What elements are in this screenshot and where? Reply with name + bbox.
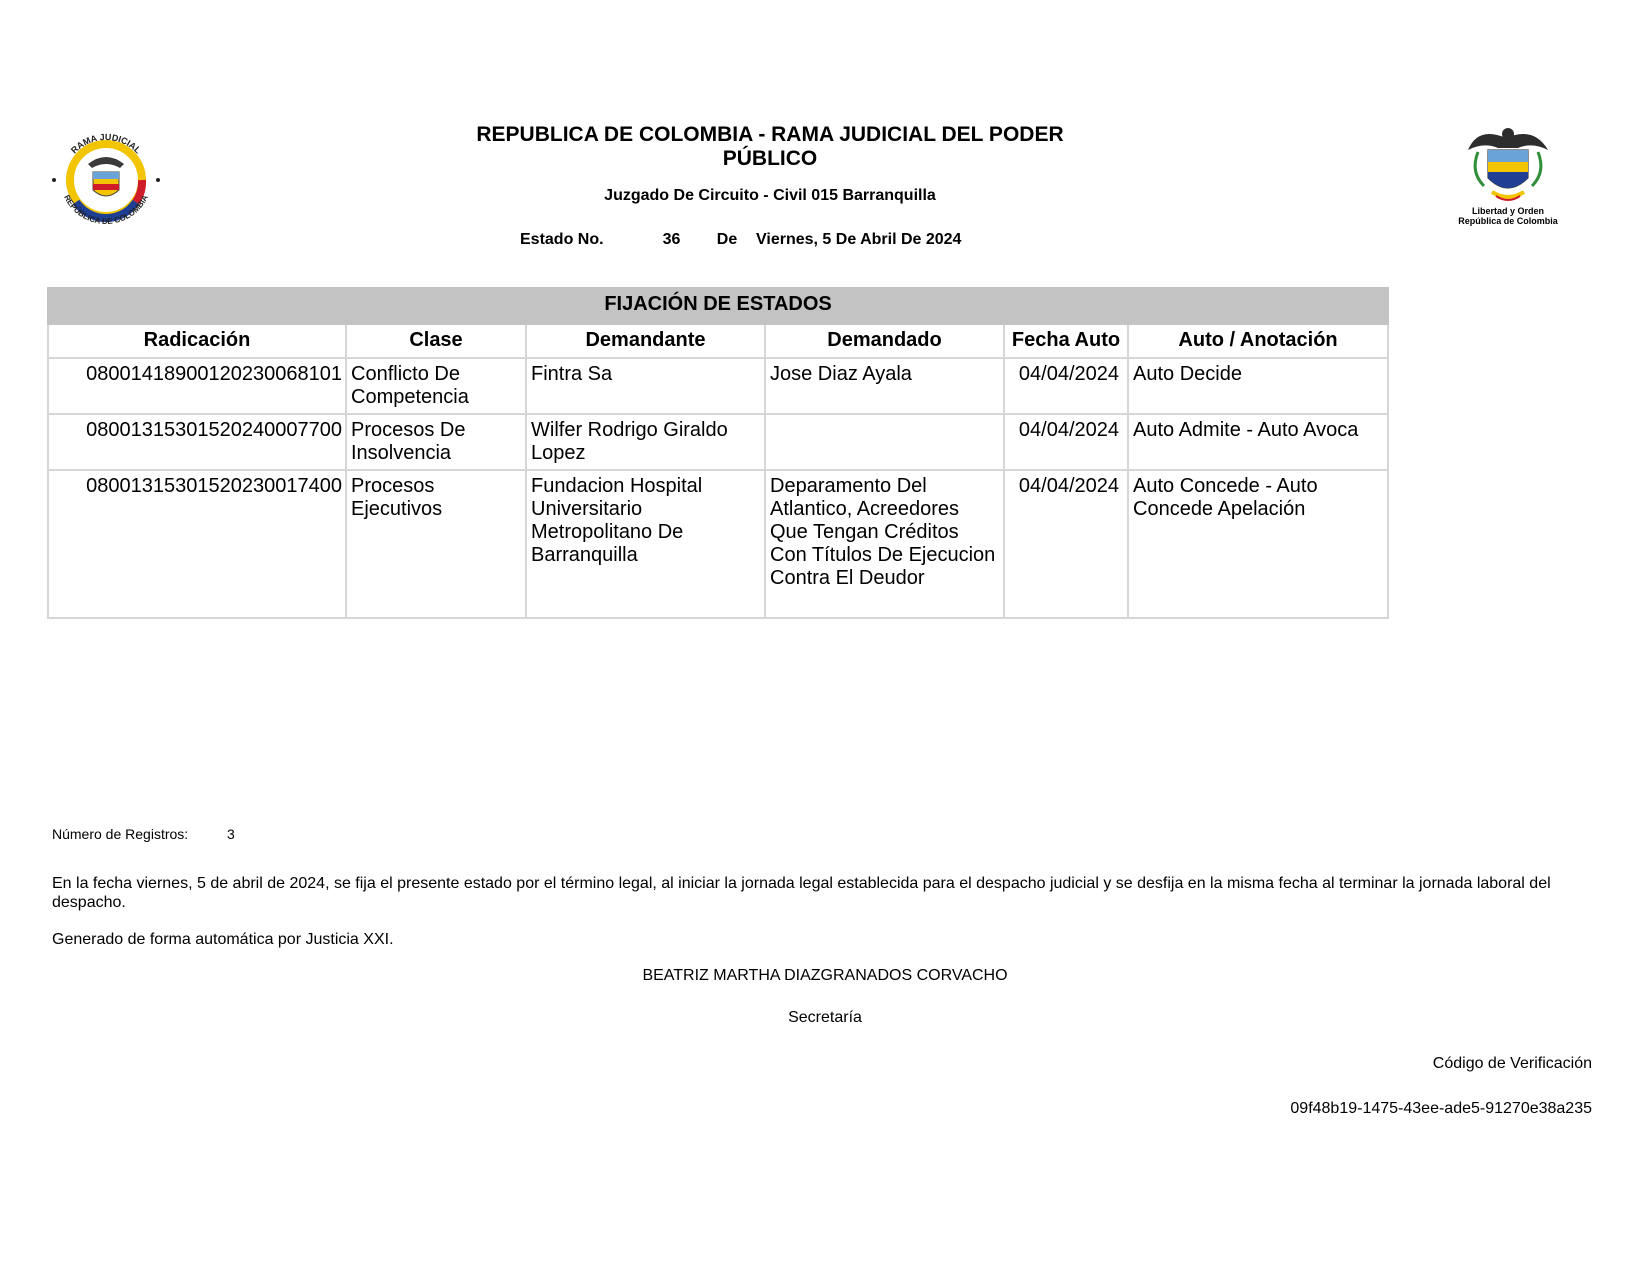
svg-text:RAMA JUDICIAL: RAMA JUDICIAL: [68, 131, 144, 156]
cell-radicacion: 08001315301520230017400: [48, 470, 346, 618]
svg-text:REPÚBLICA DE COLOMBIA: REPÚBLICA DE COLOMBIA: [62, 193, 150, 227]
estado-date: Viernes, 5 De Abril De 2024: [756, 231, 962, 248]
verification-code-value: 09f48b19-1475-43ee-ade5-91270e38a235: [1290, 1100, 1592, 1117]
cell-fecha-auto: 04/04/2024: [1004, 470, 1128, 618]
verification-code-label: Código de Verificación: [1432, 1055, 1592, 1072]
cell-demandado: Deparamento Del Atlantico, Acreedores Que Tengan Créditos Con Títulos De Ejecucion Contra El Deudor: [765, 470, 1004, 618]
title-line-1: REPUBLICA DE COLOMBIA - RAMA JUDICIAL DEL PODER: [476, 123, 1064, 146]
title-line-2: PÚBLICO: [722, 147, 818, 170]
cell-fecha-auto: 04/04/2024: [1004, 414, 1128, 470]
cell-auto-anotacion: Auto Concede - Auto Concede Apelación: [1128, 470, 1388, 618]
cell-fecha-auto: 04/04/2024: [1004, 358, 1128, 414]
generado-text: Generado de forma automática por Justicia XXI.: [52, 931, 394, 948]
cell-demandante: Fundacion Hospital Universitario Metropolitano De Barranquilla: [526, 470, 765, 618]
page-title: [470, 123, 1070, 171]
cell-demandado: Jose Diaz Ayala: [765, 358, 1004, 414]
col-header-demandante: Demandante: [526, 324, 765, 358]
estado-line: [520, 231, 961, 249]
cell-clase: Procesos Ejecutivos: [346, 470, 526, 618]
estados-table: [47, 287, 1389, 619]
court-name: Juzgado De Circuito - Civil 015 Barranquilla: [604, 187, 936, 204]
escudo-colombia-logo: [1448, 116, 1568, 234]
cell-demandado: [765, 414, 1004, 470]
table-row: [48, 358, 1388, 414]
estado-number: 36: [662, 231, 681, 248]
de-label: De: [716, 231, 738, 248]
fijacion-text: En la fecha viernes, 5 de abril de 2024, se fija el presente estado por el término legal, al iniciar la jornada legal establecida para el despacho judicial y se desfija en la misma fecha al terminar la jornada laboral del despacho.: [52, 875, 1551, 911]
table-header-row: [48, 324, 1388, 358]
cell-auto-anotacion: Auto Admite - Auto Avoca: [1128, 414, 1388, 470]
estado-label: Estado No.: [520, 231, 604, 248]
numero-registros-label: Número de Registros:: [52, 826, 189, 842]
col-header-demandado: Demandado: [765, 324, 1004, 358]
cell-demandante: Wilfer Rodrigo Giraldo Lopez: [526, 414, 765, 470]
table-row: [48, 414, 1388, 470]
numero-registros: [52, 826, 235, 842]
cell-clase: Conflicto De Competencia: [346, 358, 526, 414]
signer-name: BEATRIZ MARTHA DIAZGRANADOS CORVACHO: [642, 967, 1008, 984]
estados-table-wrapper: [47, 287, 1387, 619]
col-header-fecha-auto: Fecha Auto: [1004, 324, 1128, 358]
cell-demandante: Fintra Sa: [526, 358, 765, 414]
cell-radicacion: 08001315301520240007700: [48, 414, 346, 470]
cell-radicacion: 08001418900120230068101: [48, 358, 346, 414]
signer-role: Secretaría: [788, 1009, 862, 1026]
table-banner: FIJACIÓN DE ESTADOS: [48, 288, 1388, 324]
col-header-clase: Clase: [346, 324, 526, 358]
col-header-auto-anotacion: Auto / Anotación: [1128, 324, 1388, 358]
col-header-radicacion: Radicación: [48, 324, 346, 358]
cell-auto-anotacion: Auto Decide: [1128, 358, 1388, 414]
table-row: [48, 470, 1388, 618]
numero-registros-value: 3: [227, 826, 235, 842]
escudo-motto: Libertad y Orden República de Colombia: [1458, 206, 1558, 226]
cell-clase: Procesos De Insolvencia: [346, 414, 526, 470]
rama-judicial-logo: [46, 120, 166, 240]
